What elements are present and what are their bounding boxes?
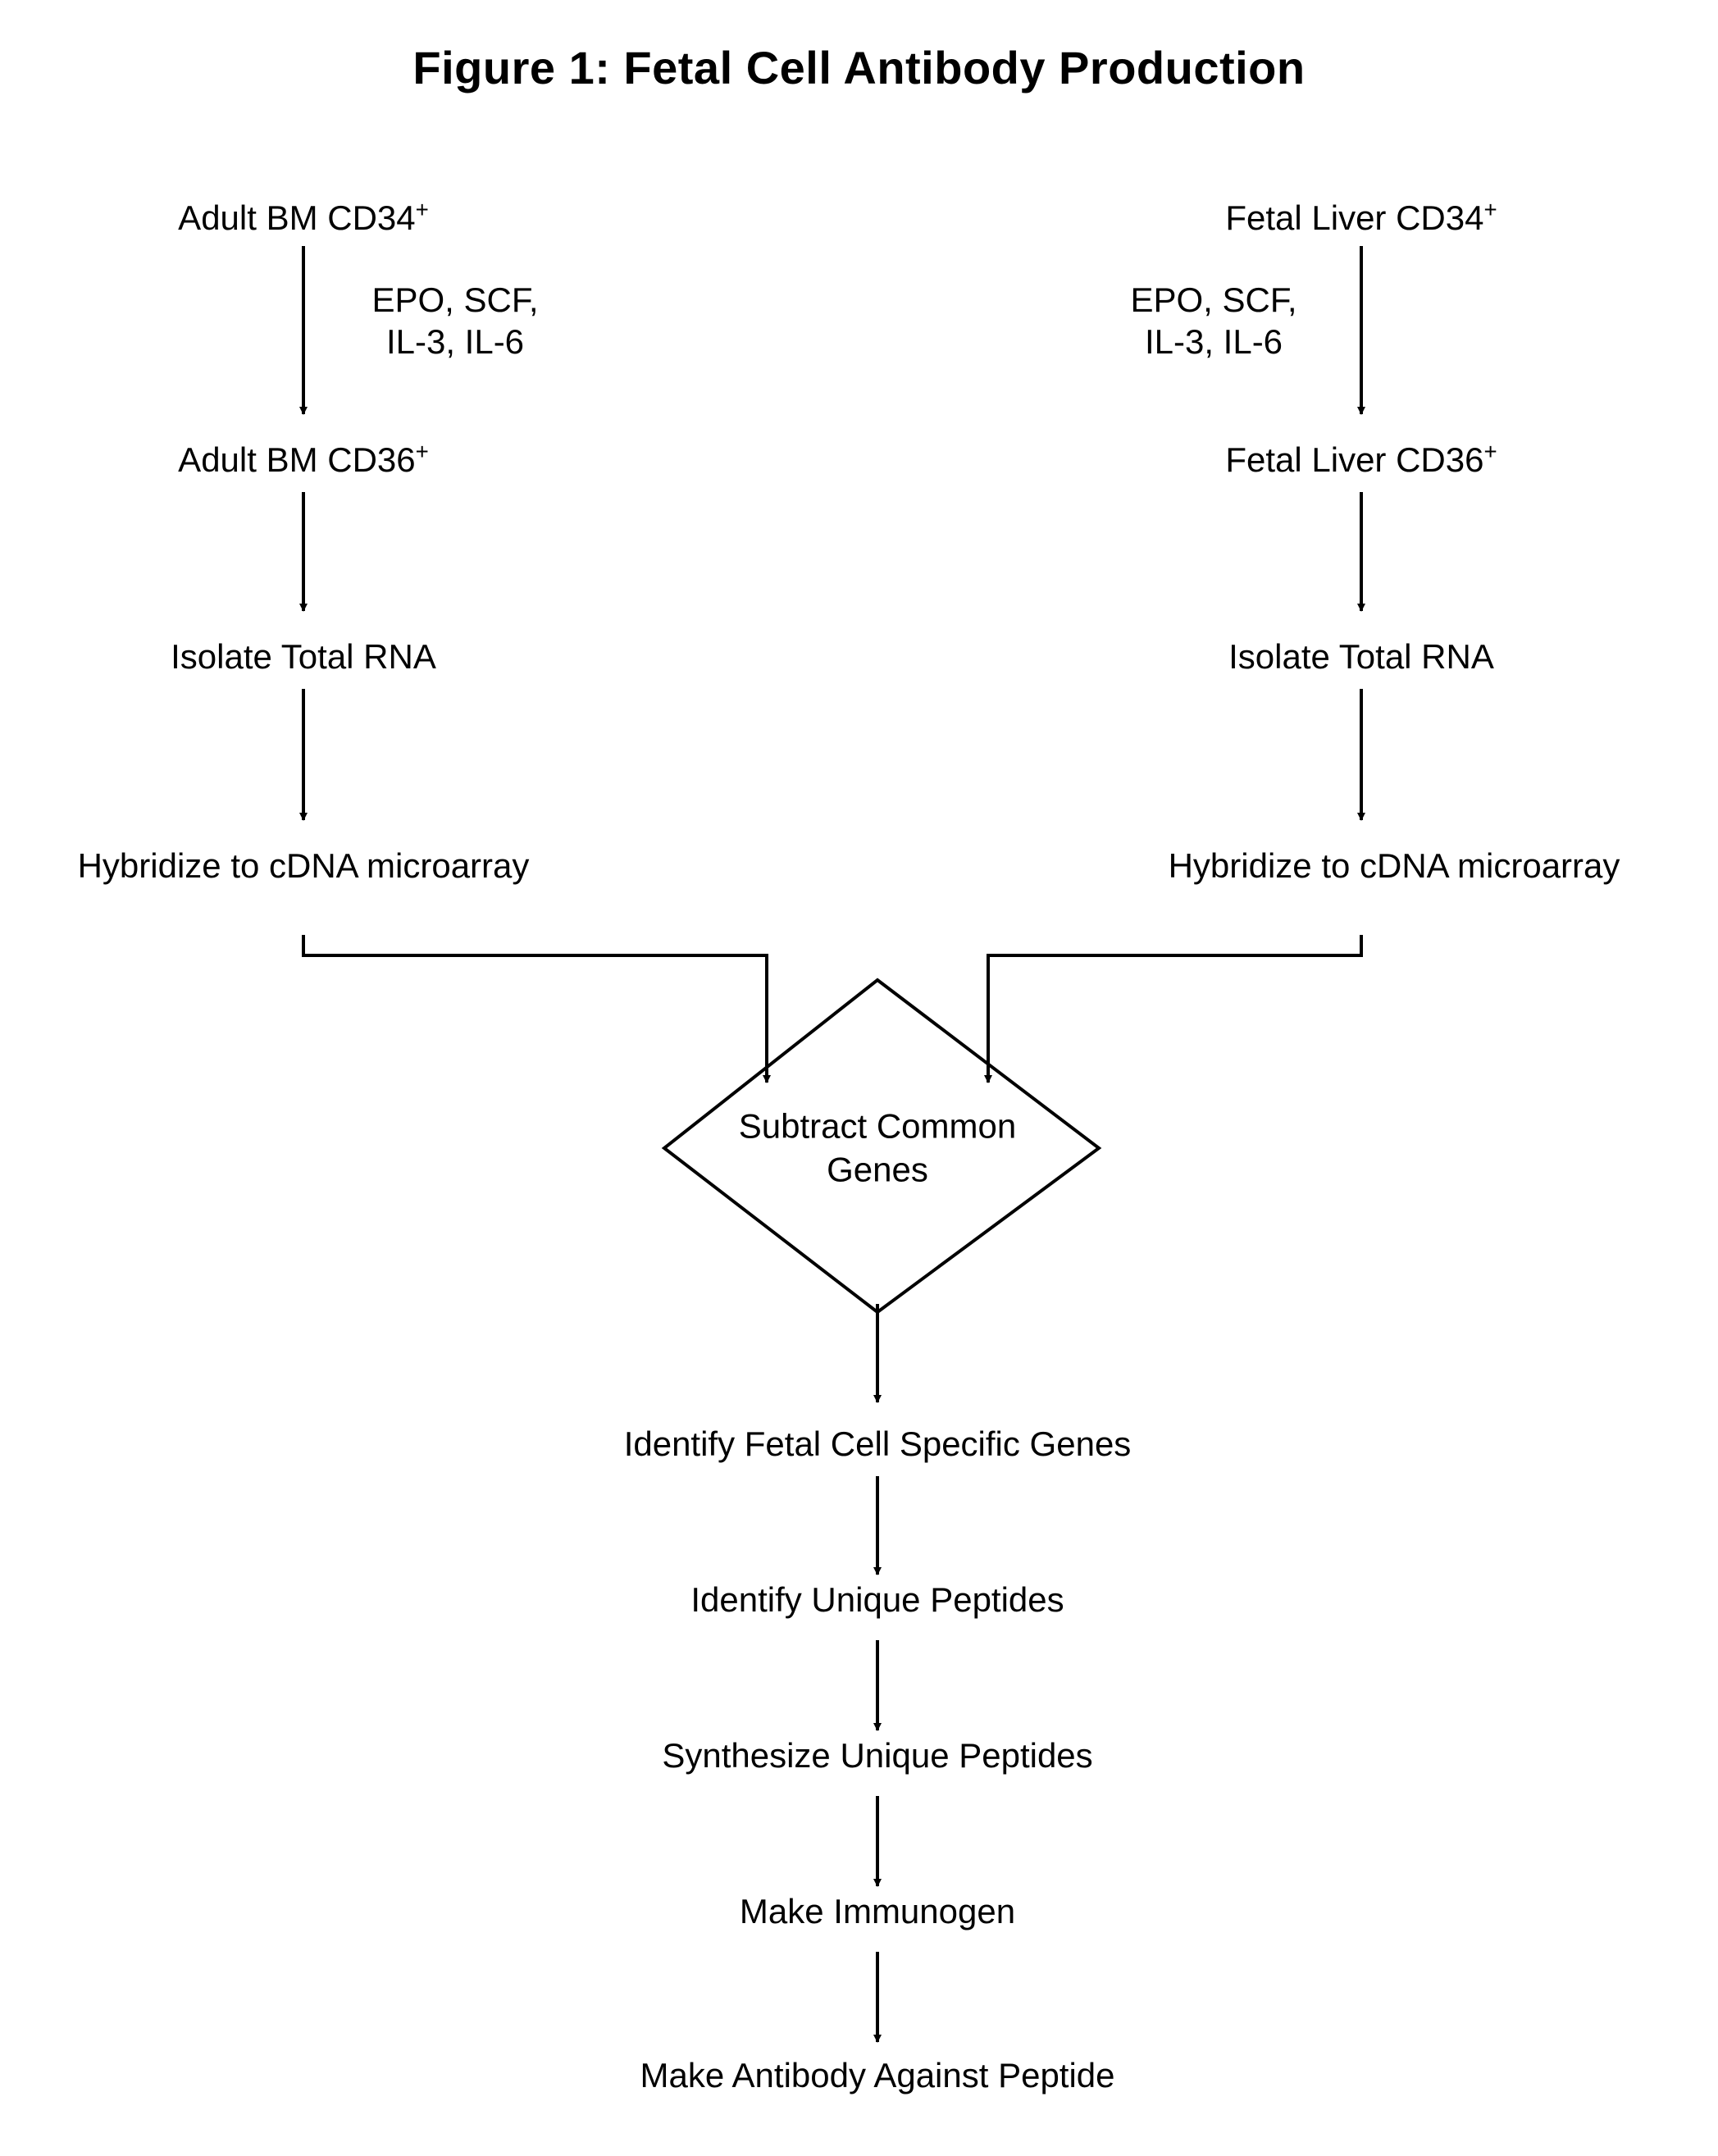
node-synthesize-peptides: Synthesize Unique Peptides (662, 1736, 1093, 1775)
node-label: Adult BM CD36 (178, 440, 416, 479)
cytokines-line-2: IL-3, IL-6 (385, 322, 525, 362)
node-make-antibody: Make Antibody Against Peptide (640, 2056, 1115, 2094)
superscript-plus: + (415, 439, 429, 464)
elbow-right-to-diamond (988, 935, 1361, 1083)
node-label: Adult BM CD34 (178, 198, 416, 237)
node-right-isolate-rna: Isolate Total RNA (1228, 637, 1494, 676)
label-left-cytokines (324, 279, 586, 362)
figure-title: Figure 1: Fetal Cell Antibody Production (412, 42, 1306, 93)
node-adult-bm-cd36 (178, 439, 429, 481)
label-right-cytokines (1082, 279, 1345, 362)
superscript-plus: + (1483, 439, 1497, 464)
node-fetal-liver-cd34 (1225, 197, 1497, 239)
node-label: Fetal Liver CD34 (1225, 198, 1484, 237)
node-identify-peptides: Identify Unique Peptides (690, 1580, 1064, 1619)
cytokines-line-1: EPO, SCF, (1130, 280, 1297, 319)
elbow-left-to-diamond (303, 935, 767, 1083)
node-left-isolate-rna: Isolate Total RNA (171, 637, 436, 676)
node-make-immunogen: Make Immunogen (739, 1892, 1016, 1930)
decision-line-2: Genes (827, 1150, 928, 1188)
node-identify-fetal-genes: Identify Fetal Cell Specific Genes (623, 1424, 1132, 1463)
decision-line-1: Subtract Common (738, 1106, 1017, 1146)
cytokines-line-1: EPO, SCF, (371, 280, 539, 319)
superscript-plus: + (1483, 197, 1497, 222)
cytokines-line-2: IL-3, IL-6 (1144, 322, 1283, 362)
node-left-hybridize: Hybridize to cDNA microarray (77, 846, 530, 885)
node-label: Fetal Liver CD36 (1225, 440, 1484, 479)
superscript-plus: + (415, 197, 429, 222)
node-right-hybridize: Hybridize to cDNA microarray (1168, 846, 1620, 885)
decision-label (705, 1105, 1050, 1192)
node-adult-bm-cd34 (178, 197, 429, 239)
node-fetal-liver-cd36 (1225, 439, 1497, 481)
